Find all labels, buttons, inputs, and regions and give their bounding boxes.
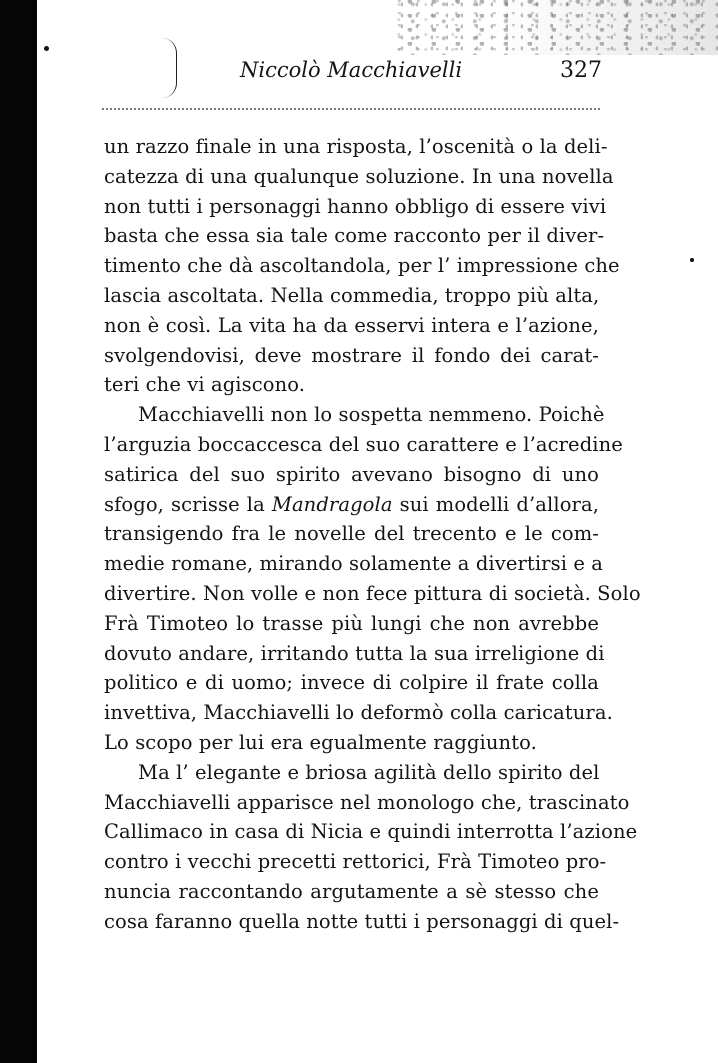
text-line: Lo scopo per lui era egualmente raggiunto.: [104, 730, 537, 754]
text-line: catezza di una qualunque soluzione. In una novella: [104, 164, 614, 188]
text-line: Macchiavelli apparisce nel monologo che, trascinato: [104, 790, 630, 814]
margin-mark: [690, 258, 694, 262]
text-line: Callimaco in casa di Nicia e quindi interrotta l’azione: [104, 820, 638, 844]
book-spine-shadow: [0, 0, 37, 1063]
text-line: invettiva, Macchiavelli lo deformò colla caricatura.: [104, 701, 613, 725]
text-line: non tutti i personaggi hanno obbligo di essere vivi: [104, 194, 607, 218]
text-line: svolgendovisi, deve mostrare il fondo dei carat-: [104, 343, 599, 367]
text-line: l’arguzia boccaccesca del suo carattere e l’acredine: [104, 432, 623, 456]
page-bleed-speckle: [388, 0, 718, 55]
text-line: contro i vecchi precetti rettorici, Frà Timoteo pro-: [104, 850, 607, 874]
page-number: 327: [560, 58, 602, 83]
text-line: satirica del suo spirito avevano bisogno di uno: [104, 462, 599, 486]
text-line: politico e di uomo; invece di colpire il frate colla: [104, 671, 599, 695]
text-line: timento che dà ascoltandola, per l’ impressione che: [104, 254, 620, 278]
text-line: teri che vi agiscono.: [104, 373, 306, 397]
header-rule: [102, 108, 600, 110]
text-line: nuncia raccontando argutamente a sè stesso che: [104, 879, 599, 903]
text-line: basta che essa sia tale come racconto per il diver-: [104, 224, 605, 248]
italic-title: Mandragola: [271, 492, 393, 516]
text-line: Frà Timoteo lo trasse più lungi che non avrebbe: [104, 611, 599, 635]
text-line: non è così. La vita ha da esservi intera e l’azione,: [104, 313, 599, 337]
running-title: Niccolò Macchiavelli: [240, 58, 463, 82]
text-line: medie romane, mirando solamente a divertirsi e a: [104, 552, 604, 576]
text-line: lascia ascoltata. Nella commedia, troppo più alta,: [104, 283, 600, 307]
margin-mark: [44, 46, 49, 51]
text-line: divertire. Non volle e non fece pittura di società. Solo: [104, 581, 641, 605]
body-text: [104, 132, 641, 937]
text-line: Ma l’ elegante e briosa agilità dello spirito del: [138, 760, 600, 784]
text-line: un razzo finale in una risposta, l’oscenità o la deli-: [104, 135, 608, 158]
text-line: dovuto andare, irritando tutta la sua irreligione di: [104, 641, 605, 665]
text-line-with-italic: sfogo, scrisse la Mandragola sui modelli d’allora,: [104, 492, 599, 516]
pencil-bracket-mark: [162, 38, 177, 98]
text-line: Macchiavelli non lo sospetta nemmeno. Poichè: [138, 403, 605, 427]
text-line: transigendo fra le novelle del trecento e le com-: [104, 522, 599, 546]
text-line: cosa faranno quella notte tutti i personaggi di quel-: [104, 909, 620, 933]
